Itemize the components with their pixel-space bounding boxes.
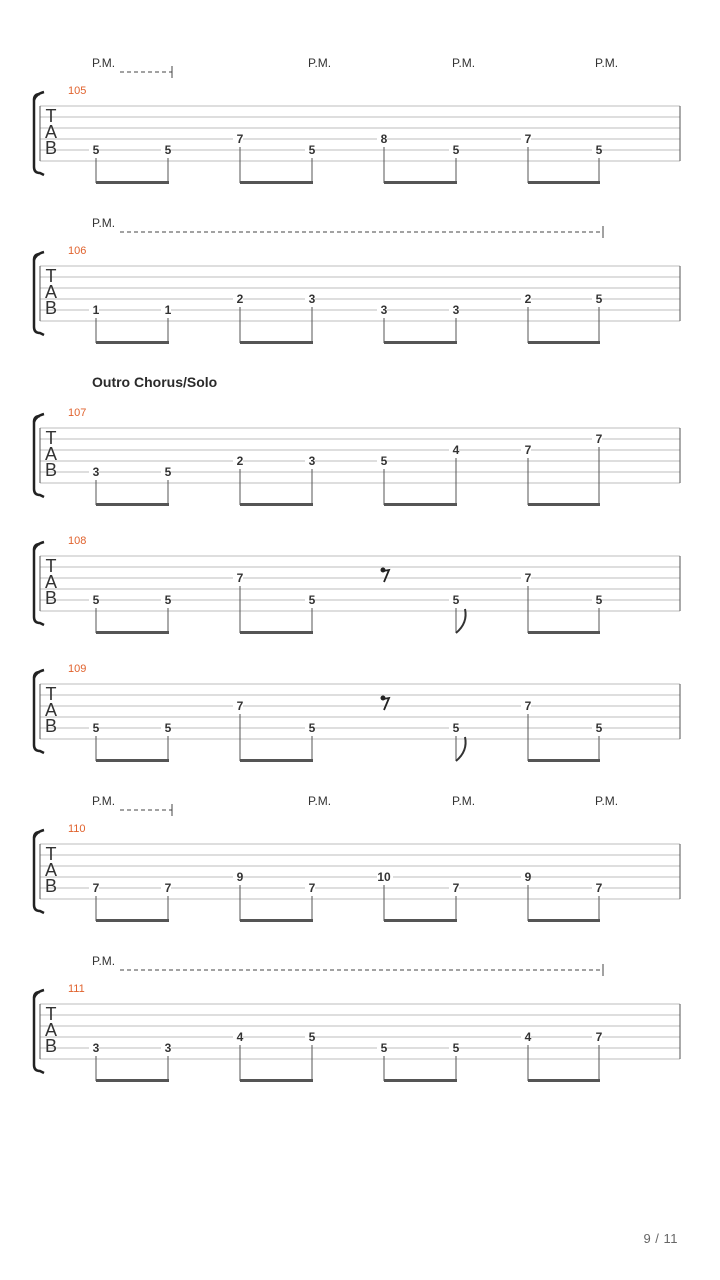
fret-number: 5 [308, 1030, 316, 1044]
beam [384, 341, 457, 344]
beam [384, 181, 457, 184]
tab-letter: B [44, 298, 58, 318]
tab-letter: A [44, 700, 58, 720]
fret-number: 3 [164, 1041, 172, 1055]
beam [240, 919, 313, 922]
beam [240, 503, 313, 506]
tab-system [34, 535, 680, 634]
beam [240, 181, 313, 184]
fret-number: 5 [452, 721, 460, 735]
fret-number: 2 [236, 292, 244, 306]
fret-number: 7 [164, 881, 172, 895]
fret-number: 5 [164, 721, 172, 735]
palm-mute-label: P.M. [92, 794, 116, 808]
beam [96, 759, 169, 762]
tab-system [34, 794, 680, 922]
palm-mute-label: P.M. [92, 56, 116, 70]
beam [96, 631, 169, 634]
fret-number: 7 [524, 443, 532, 457]
fret-number: 5 [380, 1041, 388, 1055]
fret-number: 4 [524, 1030, 532, 1044]
fret-number: 3 [92, 1041, 100, 1055]
tab-letter: T [45, 844, 57, 864]
beam [240, 1079, 313, 1082]
fret-number: 5 [595, 292, 603, 306]
fret-number: 7 [308, 881, 316, 895]
system-bracket [34, 670, 44, 678]
fret-number: 5 [92, 593, 100, 607]
fret-number: 7 [595, 432, 603, 446]
tab-letter: B [44, 1036, 58, 1056]
system-bracket [34, 252, 44, 260]
tab-letter: A [44, 1020, 58, 1040]
system-bracket [34, 830, 44, 838]
tab-letter: T [45, 428, 57, 448]
measure-number: 109 [68, 663, 87, 675]
system-bracket [34, 542, 44, 550]
page-number: 9 / 11 [643, 1231, 678, 1246]
fret-number: 1 [164, 303, 172, 317]
fret-number: 5 [380, 454, 388, 468]
palm-mute-label: P.M. [452, 56, 476, 70]
beam [384, 503, 457, 506]
fret-number: 3 [452, 303, 460, 317]
system-bracket [34, 92, 44, 100]
measure-number: 107 [68, 407, 87, 419]
fret-number: 9 [524, 870, 532, 884]
measure-number: 108 [68, 535, 87, 547]
fret-number: 9 [236, 870, 244, 884]
palm-mute-label: P.M. [92, 216, 116, 230]
beam [528, 181, 600, 184]
fret-number: 3 [308, 292, 316, 306]
fret-number: 5 [452, 143, 460, 157]
fret-number: 5 [92, 143, 100, 157]
tab-letter: T [45, 684, 57, 704]
tab-letter: A [44, 122, 58, 142]
palm-mute-label: P.M. [595, 56, 619, 70]
tab-letter: A [44, 572, 58, 592]
beam [240, 759, 313, 762]
tab-letter: T [45, 1004, 57, 1024]
beam [384, 1079, 457, 1082]
fret-number: 7 [524, 132, 532, 146]
tab-letter: T [45, 266, 57, 286]
fret-number: 7 [236, 699, 244, 713]
eighth-flag [456, 737, 466, 761]
fret-number: 7 [452, 881, 460, 895]
beam [96, 503, 169, 506]
beam [528, 919, 600, 922]
beam [528, 503, 600, 506]
fret-number: 5 [595, 721, 603, 735]
palm-mute-label: P.M. [595, 794, 619, 808]
beam [96, 1079, 169, 1082]
fret-number: 7 [236, 132, 244, 146]
fret-number: 7 [595, 1030, 603, 1044]
fret-number: 10 [377, 870, 391, 884]
tab-letter: A [44, 860, 58, 880]
fret-number: 8 [380, 132, 388, 146]
fret-number: 3 [92, 465, 100, 479]
fret-number: 5 [452, 1041, 460, 1055]
measure-number: 111 [68, 983, 85, 995]
fret-number: 5 [164, 465, 172, 479]
beam [528, 631, 600, 634]
measure-number: 106 [68, 245, 87, 257]
fret-number: 4 [236, 1030, 244, 1044]
fret-number: 5 [595, 593, 603, 607]
section-title: Outro Chorus/Solo [92, 374, 218, 390]
fret-number: 7 [524, 699, 532, 713]
tab-letter: B [44, 138, 58, 158]
fret-number: 7 [92, 881, 100, 895]
fret-number: 7 [595, 881, 603, 895]
tab-letter: T [45, 106, 57, 126]
tab-letter: A [44, 444, 58, 464]
system-bracket [34, 414, 44, 422]
beam [528, 1079, 600, 1082]
tab-letter: B [44, 716, 58, 736]
beam [528, 759, 600, 762]
fret-number: 5 [164, 143, 172, 157]
fret-number: 5 [595, 143, 603, 157]
beam [96, 919, 169, 922]
tab-system [34, 56, 680, 184]
fret-number: 3 [380, 303, 388, 317]
palm-mute-label: P.M. [308, 794, 332, 808]
tab-system [34, 216, 680, 344]
beam [96, 341, 169, 344]
measure-number: 110 [68, 823, 86, 835]
fret-number: 5 [452, 593, 460, 607]
tab-system [34, 954, 680, 1082]
fret-number: 2 [524, 292, 532, 306]
fret-number: 7 [524, 571, 532, 585]
palm-mute-label: P.M. [308, 56, 332, 70]
tab-letter: T [45, 556, 57, 576]
fret-number: 5 [308, 143, 316, 157]
measure-number: 105 [68, 85, 87, 97]
tab-letter: B [44, 460, 58, 480]
tab-letter: A [44, 282, 58, 302]
tab-letter: B [44, 588, 58, 608]
fret-number: 5 [308, 721, 316, 735]
eighth-flag [456, 609, 466, 633]
fret-number: 2 [236, 454, 244, 468]
fret-number: 5 [92, 721, 100, 735]
fret-number: 5 [308, 593, 316, 607]
tab-letter: B [44, 876, 58, 896]
palm-mute-label: P.M. [92, 954, 116, 968]
tab-system [34, 663, 680, 762]
system-bracket [34, 990, 44, 998]
fret-number: 5 [164, 593, 172, 607]
tab-system [34, 407, 680, 506]
beam [96, 181, 169, 184]
fret-number: 3 [308, 454, 316, 468]
fret-number: 4 [452, 443, 460, 457]
beam [240, 631, 313, 634]
palm-mute-label: P.M. [452, 794, 476, 808]
fret-number: 1 [92, 303, 100, 317]
fret-number: 7 [236, 571, 244, 585]
beam [384, 919, 457, 922]
beam [240, 341, 313, 344]
beam [528, 341, 600, 344]
